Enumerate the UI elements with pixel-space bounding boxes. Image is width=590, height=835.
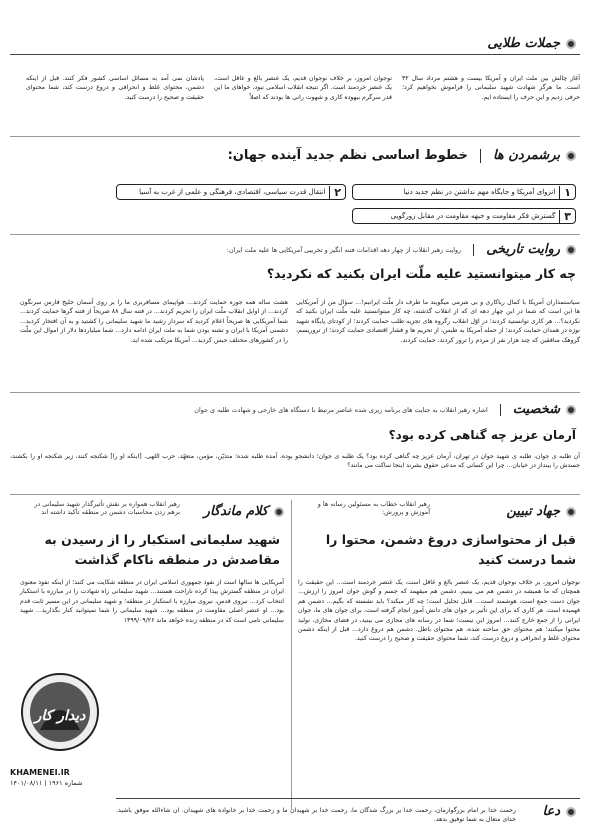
history-col-right: سیاستمداران آمریکا با کمال ریاکاری و بی شرمی میگویند ما طرف دار ملّت ایرانیم!... سؤال من از آمریکایی ها این است که شما در این چهار دهه ای که از انقلاب گذشته، چه کار میتوانستید علیه ملّت ایران بکنید که نکردید؟... هر کاری توانستید کردند؛ در اوّل انقلاب رگروه های تجزیه طلب حمایت کردند؛ از کودتای پایگاه شهید نوژه در همدان حمایت کردند؛ از حمله آمریکا به طبس، از تحریم ها و فشار اقتصادی حمایت کردند؛ از تروریسم، گروهک منافقین که چند هزار نفر از مردم را ترور کردند، حمایت کردند. — [296, 299, 580, 344]
history-title: چه کار میتوانستید علیه ملّت ایران بکنید که نکردید؟ — [266, 266, 576, 281]
prayer-header — [542, 804, 576, 819]
svg-text:ديدار كار: ديدار كار — [34, 708, 86, 724]
section-label: دعا — [542, 804, 560, 819]
tabyin-title: قبل از محتواسازی دروغ دشمن، محتوا را شما درست کنید — [325, 532, 576, 567]
lasting-words-body: آمریکایی ها سالها است از نفوذ جمهوری اسلامی ایران در منطقه شکایت می کنند؛ از اینکه نفوذ معنوی ایران در منطقه گسترش پیدا کرده ناراحت هستند... شهید سلیمانی راه شهادت را در مبارزه با استکبار انتخاب کرد... نیروی قدس، نیروی مبارزه با استکبار در منطقه؛ و شهید سلیمانی در این مسیر ثابت قدم بود... او عنصر اصلی مقاومت در منطقه بود... شهید سلیمانی را شما نمیتوانید کنار بگذارید... شهید سلیمانی نامی است که در منطقه زنده خواهد ماند ۱۳۹۹/۰۹/۲۶ — [20, 579, 284, 624]
list-item: ۲ انتقال قدرت سیاسی، اقتصادی، فرهنگی و علمی از غرب به آسیا — [116, 184, 346, 200]
personality-body: آن طلبه ی جوان، طلبه ی شهید جوان در تهران، آرمان عزیز چه گناهی کرده بود؟ یک طلبه ی جوان؛ دانشجو بوده، آمده طلبه شده؛ متدیّن، مؤمن، متعهّد، حزب اللهی. [اینکه او را] شکنجه کنند، زیر شکنجه او را بکشند، جسدش را بینداز در خیابان... چرا این کسانی که مدعی حقوق بشرند اینجا ساکت می مانند؟ — [10, 453, 580, 470]
tabyin-body: نوجوان امروز، بر خلاف نوجوان قدیم، یک عنصر بالغ و عاقل است، یک عنصر خردمند است... این حقیقت را همچنان که ما همیشه در دشمن هم می بینیم، دشمن هم میفهمد که جسم و گوش جوان امروز را ارزش... جوان دست جمع است، هوشمند است... قابل تحلیل است؛ چه کار میکند؟ باید نشسته که بگیم... دشمن هم فهمیده است. هر کاری که برای این تأثیر بر جوان های دانش آموز انجام گرفته است، برای جوان های ما، جوان ایرانی را از جمع خارج کنند... امروز این نیست؛ شما در رسانه های مجازی می بینید، در فضای مجازی، تولید محتوا میکنند؛ هم محتوای حق ساخته شده، هم محتوای باطل. دشمن هم دروغ دارد... قبل از اینکه دشمن محتوای غلط و انحرافی و دروغ درست کند، شما محتوای حقیقت و صحیح را درست کنید. — [298, 579, 580, 643]
history-col-left: هشت ساله همه جوره حمایت کردند... هواپیمای مسافربری ما را بر روی آسمان خلیج فارس سرنگون کردند... از اوایل انقلاب ملّت ایران را تحریم کردند... در فتنه سال ۸۸ صریحاً از فتنه گرها حمایت کردند... شما آمریکایی ها صریحاً اعلام کردید که سردار رشید ما شهید سلیمانی را کشتید و به آن افتخار کردید... دشمنی آمریکا با ایران و تشنه بودن شما به ملت ایران ادامه دارد... شما میلیاردها دلار از اموال این ملّت را در کشورهای مختلف حبس کردید... آمریکا مرتکب شده اید. — [20, 299, 288, 344]
divider — [10, 136, 580, 137]
list-item: ۳ گسترش فکر مقاومت و جبهه مقاومت در مقابل زورگویی — [352, 208, 576, 224]
divider — [116, 798, 580, 799]
bullet-icon — [566, 405, 576, 415]
prayer-body: رحمت خدا بر امام بزرگوارمان، رحمت خدا بر بزرگ شدگان ما، رحمت خدا بر شهیدان ما و رحمت خدا بر خانواده های شهیدان. ان شاءالله موفق باشید. خدای متعال به شما توفیق بدهد. — [116, 807, 516, 824]
divider — [10, 494, 580, 495]
bullet-icon — [566, 507, 576, 517]
golden-col-right: آغاز چالش بین ملت ایران و آمریکا بیست و هشتم مرداد سال ۳۲ است. ما هرگز شهادت شهید سلیمانی را فراموش نخواهیم کرد؛ حرفی زدیم و این حرف را ایستاده ایم. — [402, 75, 580, 101]
section-label: جملات طلایی — [487, 36, 560, 51]
list-header — [228, 148, 576, 163]
personality-header — [194, 402, 576, 417]
section-lead: روایت رهبر انقلاب از چهار دهه اقدامات فتنه انگیز و تخریبی آمریکایی ها علیه ملت ایران: — [226, 245, 462, 254]
section-lead: رهبر انقلاب همواره بر نقش تأثیرگذار شهید سلیمانی در برهم زدن محاسبات دشمن در منطقه تأکید داشته اند — [34, 500, 180, 516]
history-header — [227, 242, 576, 257]
section-label: شخصیت — [512, 402, 560, 417]
list-item: ۱ انزوای آمریکا و جایگاه مهم نداشتن در نظم جدید دنیا — [352, 184, 576, 200]
section-lead: اشاره رهبر انقلاب به جنایت های برنامه ریزی شده عناصر مرتبط با دستگاه های خارجی و شهادت طلبه ی جوان — [194, 405, 488, 414]
brand-label: KHAMENEI.IR — [10, 768, 70, 777]
divider — [10, 392, 580, 393]
divider — [10, 234, 580, 235]
section-label: برشمردن ها — [492, 148, 560, 163]
bullet-icon — [566, 151, 576, 161]
lasting-words-header — [204, 504, 284, 519]
bullet-icon — [566, 245, 576, 255]
divider — [10, 54, 580, 55]
section-label: کلام ماندگار — [203, 504, 268, 519]
issue-number: شماره ۱۹۶۱ — [48, 779, 83, 787]
newsletter-page — [10, 8, 580, 828]
portrait-seal-icon — [10, 670, 110, 760]
golden-sentences-header — [487, 36, 576, 51]
tabyin-header — [506, 504, 576, 519]
section-label: روایت تاریخی — [486, 242, 560, 257]
golden-col-left: پادشان نمی آمد به مسائل اساسی کشور فکر کنند. قبل از اینکه دشمن، محتوای غلط و انحرافی و دروغ درست کند، شما محتوای حقیقت و صحیح را درست کنید. — [26, 75, 204, 101]
bullet-icon — [566, 807, 576, 817]
section-lead: رهبر انقلاب خطاب به مسئولین رسانه ها و آموزش و پرورش: — [317, 500, 430, 516]
issue-date: ۱۴۰۱/۰۸/۱۱ — [10, 779, 43, 787]
personality-title: آرمان عزیز چه گناهی کرده بود؟ — [388, 428, 576, 442]
bullet-icon — [566, 39, 576, 49]
column-divider — [291, 500, 292, 810]
golden-col-middle: نوجوان امروز، بر خلاف نوجوان قدیم، یک عنصر بالغ و عاقل است، یک عنصر خردمند است. اگر نتیجه انقلاب اسلامی نبود، خواهای ما این قدر سرگرم بیهوده کاری و شهوت رانی ها بودند که اصلاً — [214, 75, 392, 101]
bullet-icon — [274, 507, 284, 517]
list-title: خطوط اساسی نظم جدید آینده جهان: — [227, 148, 468, 163]
lasting-words-title: شهید سلیمانی استکبار را از رسیدن به مقاصدش در منطقه ناکام گذاشت — [44, 532, 280, 567]
section-label: جهاد تبیین — [506, 504, 560, 519]
logo-block: ديدار كار KHAMENEI.IR شماره ۱۹۶۱ | ۱۴۰۱/۰۸/۱۱ — [10, 670, 110, 794]
